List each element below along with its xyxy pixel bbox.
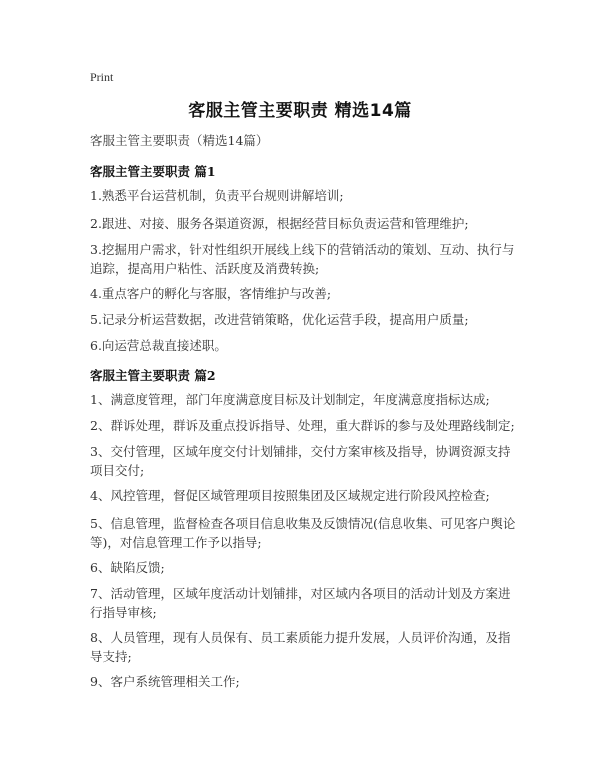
- list-item: 2.跟进、对接、服务各渠道资源，根据经营目标负责运营和管理维护;: [90, 216, 469, 231]
- list-item: 2、群诉处理，群诉及重点投诉指导、处理，重大群诉的参与及处理路线制定;: [90, 418, 515, 433]
- list-item: 5.记录分析运营数据，改进营销策略，优化运营手段，提高用户质量;: [90, 312, 469, 327]
- list-item: 8、人员管理，现有人员保有、员工素质能力提升发展，人员评价沟通，及指导支持;: [90, 630, 511, 664]
- list-item: 9、客户系统管理相关工作;: [90, 674, 240, 689]
- list-item: 3.挖掘用户需求，针对性组织开展线上线下的营销活动的策划、互动、执行与追踪，提高用户粘性、活跃度及消费转换;: [90, 242, 515, 276]
- document-subtitle: 客服主管主要职责（精选14篇）: [90, 133, 269, 148]
- list-item: 5、信息管理，监督检查各项目信息收集及反馈情况(信息收集、可见客户舆论等)，对信息管理工作予以指导;: [90, 516, 516, 550]
- page-title: 客服主管主要职责 精选14篇: [188, 101, 412, 121]
- list-item: 6、缺陷反馈;: [90, 560, 165, 575]
- list-item: 6.向运营总裁直接述职。: [90, 338, 227, 353]
- list-item: 1、满意度管理，部门年度满意度目标及计划制定，年度满意度指标达成;: [90, 392, 490, 407]
- list-item: 4.重点客户的孵化与客服，客情维护与改善;: [90, 286, 332, 301]
- list-item: 7、活动管理，区域年度活动计划铺排，对区域内各项目的活动计划及方案进行指导审核;: [90, 586, 511, 620]
- section-2-heading: 客服主管主要职责 篇2: [90, 368, 216, 383]
- list-item: 1.熟悉平台运营机制，负责平台规则讲解培训;: [90, 188, 344, 203]
- list-item: 3、交付管理，区域年度交付计划铺排，交付方案审核及指导，协调资源支持项目交付;: [90, 444, 511, 478]
- list-item: 4、风控管理，督促区域管理项目按照集团及区域规定进行阶段风控检查;: [90, 488, 490, 503]
- print-label[interactable]: Print: [90, 70, 114, 84]
- section-1-heading: 客服主管主要职责 篇1: [90, 164, 216, 179]
